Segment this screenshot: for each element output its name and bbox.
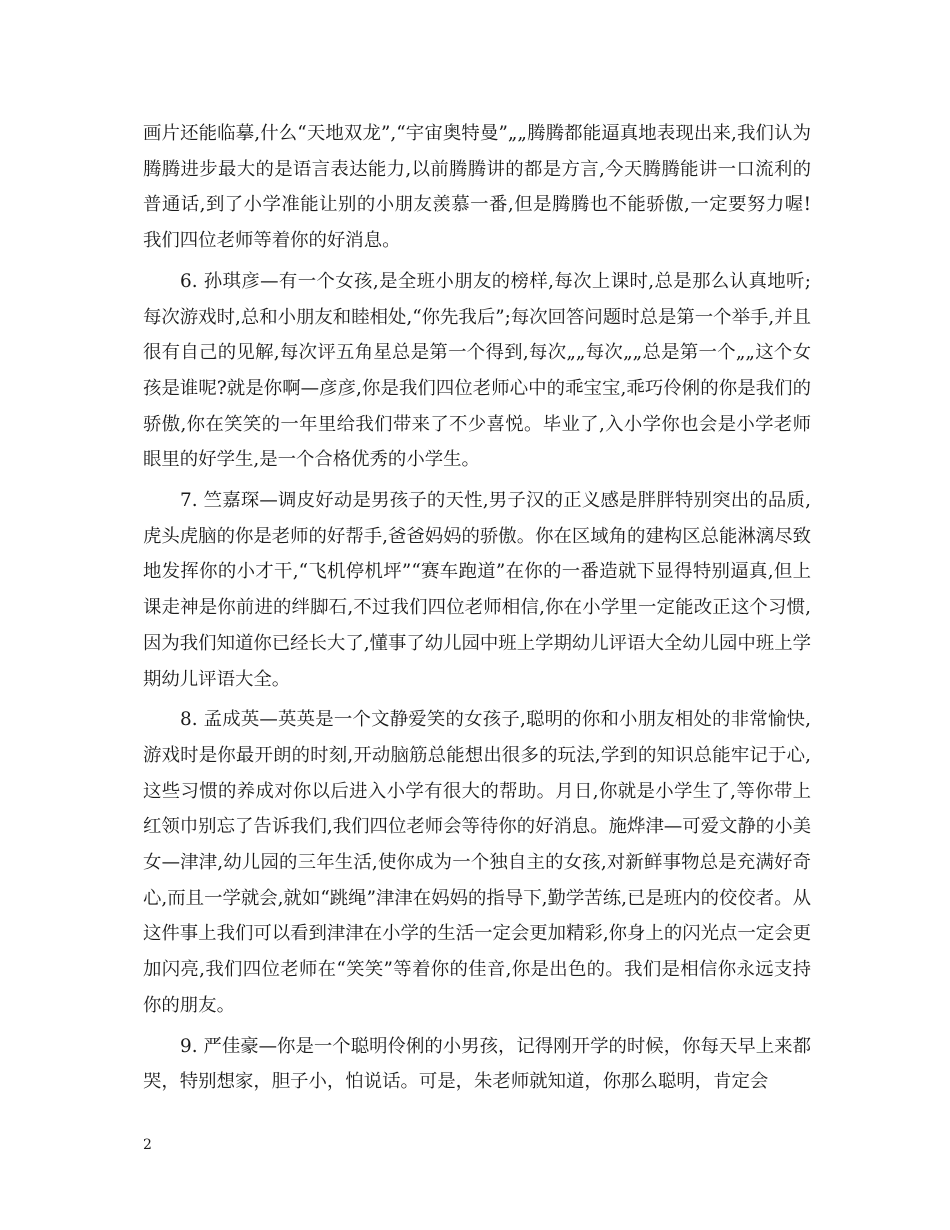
paragraph-item-8: 8. 孟成英—英英是一个文静爱笑的女孩子,聪明的你和小朋友相处的非常愉快,游戏时是你最开朗的时刻,开动脑筋总能想出很多的玩法,学到的知识总能牢记于心,这些习惯的养成对你以后进入小学有很大的帮助。月日,你就是小学生了,等你带上红领巾别忘了告诉我们,我们四位老师会等待你的好消息。施烨津—可爱文静的小美女—津津,幼儿园的三年生活,使你成为一个独自主的女孩,对新鲜事物总是充满好奇心,而且一学就会,就如“跳绳”津津在妈妈的指导下,勤学苦练,已是班内的佼佼者。从这件事上我们可以看到津津在小学的生活一定会更加精彩,你身上的闪光点一定会更加闪亮,我们四位老师在“笑笑”等着你的佳音,你是出色的。我们是相信你永远支持你的朋友。 <box>143 709 811 1016</box>
paragraph-item-6: 6. 孙琪彦—有一个女孩,是全班小朋友的榜样,每次上课时,总是那么认真地听;每次游戏时,总和小朋友和睦相处,“你先我后”;每次回答问题时总是第一个举手,并且很有自己的见解,每次评五角星总是第一个得到,每次„„每次„„总是第一个„„这个女孩是谁呢?就是你啊—彦彦,你是我们四位老师心中的乖宝宝,乖巧伶俐的你是我们的骄傲,你在笑笑的一年里给我们带来了不少喜悦。毕业了,入小学你也会是小学老师眼里的好学生,是一个合格优秀的小学生。 <box>143 270 811 471</box>
paragraph-continuation: 画片还能临摹,什么“天地双龙”,“宇宙奥特曼”„„腾腾都能逼真地表现出来,我们认为腾腾进步最大的是语言表达能力,以前腾腾讲的都是方言,今天腾腾能讲一口流利的普通话,到了小学准能让别的小朋友羡慕一番,但是腾腾也不能骄傲,一定要努力喔!我们四位老师等着你的好消息。 <box>143 123 811 252</box>
page-number: 2 <box>143 1137 152 1153</box>
paragraph-item-9: 9. 严佳豪—你是一个聪明伶俐的小男孩，记得刚开学的时候，你每天早上来都哭，特别想家，胆子小，怕说话。可是，朱老师就知道，你那么聪明，肯定会 <box>143 1035 811 1093</box>
body-text <box>143 116 811 1105</box>
paragraph-item-7: 7. 竺嘉琛—调皮好动是男孩子的天性,男子汉的正义感是胖胖特别突出的品质,虎头虎脑的你是老师的好帮手,爸爸妈妈的骄傲。你在区域角的建构区总能淋漓尽致地发挥你的小才干,“飞机停机坪”“赛车跑道”在你的一番造就下显得特别逼真,但上课走神是你前进的绊脚石,不过我们四位老师相信,你在小学里一定能改正这个习惯,因为我们知道你已经长大了,懂事了幼儿园中班上学期幼儿评语大全幼儿园中班上学期幼儿评语大全。 <box>143 490 811 690</box>
